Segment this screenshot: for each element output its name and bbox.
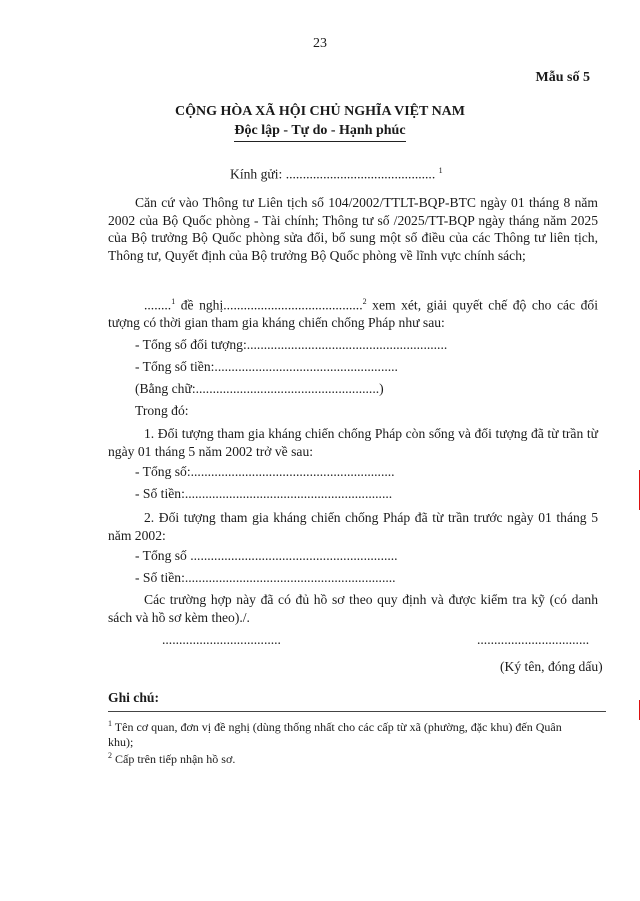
footnote-2-text: Cấp trên tiếp nhận hồ sơ. [112,752,236,766]
request-part-1: ........ [144,297,172,313]
page-number: 23 [313,36,327,51]
group-2-heading: 2. Đối tượng tham gia kháng chiến chống Pháp đã từ trần trước ngày 01 tháng 5 năm 2002: [108,510,598,543]
group-2-total-line: - Tổng số ............................................................. [135,548,398,563]
request-part-2: đề nghị......................................... [175,297,363,313]
footnote-divider [108,711,606,712]
recipient-line [230,166,443,183]
total-subjects-line: - Tổng số đối tượng:........................................................... [135,337,448,352]
group-1-money-line: - Số tiền:............................................................. [135,486,393,501]
recipient-footnote-ref: 1 [438,166,443,175]
footnote-2 [108,748,578,767]
footnote-1 [108,716,578,750]
footnote-1-text: Tên cơ quan, đơn vị đề nghị (dùng thống nhất cho các cấp từ xã (phường, đặc khu) đến Quân khu); [108,720,562,749]
group-1-heading: 1. Đối tượng tham gia kháng chiến chống Pháp còn sống và đối tượng đã từ trần từ ngày 01 tháng 5 năm 2002 trở về sau: [108,426,598,459]
closing-paragraph: Các trường hợp này đã có đủ hồ sơ theo quy định và được kiểm tra kỹ (có danh sách và hồ sơ kèm theo)./. [108,592,598,625]
request-paragraph [108,293,598,332]
signature-title: ................................. [477,632,590,647]
footnote-2-number: 2 [108,751,112,760]
national-header [0,102,640,142]
total-money-line: - Tổng số tiền:...................................................... [135,359,398,374]
amount-in-words-line: (Bằng chữ:......................................................) [135,381,384,396]
group-1-total-line: - Tổng số:............................................................ [135,464,395,479]
recipient-text: Kính gửi: ............................................ [230,166,436,182]
basis-paragraph: Căn cứ vào Thông tư Liên tịch số 104/2002/TTLT-BQP-BTC ngày 01 tháng 8 năm 2002 của Bộ Quốc phòng - Tài chính; Thông tư số /2025/TT-BQP ngày tháng năm 2025 của Bộ trưởng Bộ Quốc phòng sửa đổi, bổ sung một số điều của các Thông tư liên tịch, Thông tư, Quyết định của Bộ trưởng Bộ Quốc phòng về lĩnh vực chính sách; [108,195,598,263]
form-code: Mẫu số 5 [535,70,590,85]
request-part-3: xem xét, giải quyết chế độ cho các đối tượng có thời gian tham gia kháng chiến chống Pháp như sau: [108,297,598,331]
request-footnote-ref-2: 2 [362,297,367,306]
national-title: CỘNG HÒA XÃ HỘI CHỦ NGHĨA VIỆT NAM [174,104,465,119]
footnote-1-number: 1 [108,719,112,728]
signature-place-date: ................................... [162,632,281,647]
request-footnote-ref-1: 1 [171,297,176,306]
of-which-label: Trong đó: [135,403,189,418]
group-2-money-line: - Số tiền:.............................................................. [135,570,396,585]
signature-note: (Ký tên, đóng dấu) [500,659,603,674]
motto: Độc lập - Tự do - Hạnh phúc [234,121,405,142]
footnote-label: Ghi chú: [108,690,159,705]
